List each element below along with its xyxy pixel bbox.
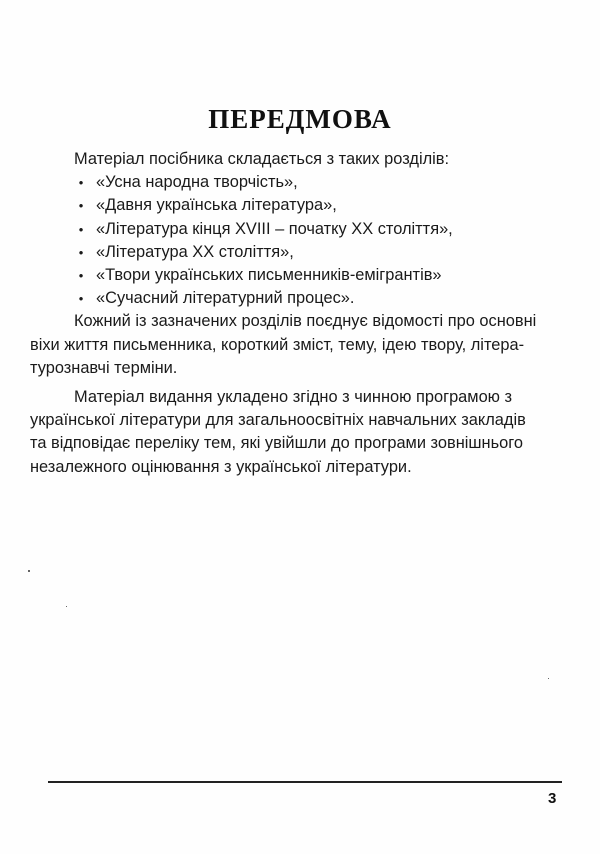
bullet-icon: • [78, 244, 84, 260]
paragraph-line: Матеріал видання укладено згідно з чинною програмою з [74, 388, 513, 407]
list-item-label: «Сучасний літературний процес». [96, 289, 355, 308]
paragraph-program-compliance [30, 386, 564, 479]
list-item [74, 241, 564, 264]
paragraph-line: турознавчі терміни. [30, 358, 178, 377]
preface-body [30, 148, 564, 479]
paragraph-line: віхи життя письменника, короткий зміст, тему, ідею твору, літера- [30, 335, 525, 354]
page-title: ПЕРЕДМОВА [208, 104, 392, 134]
scan-speck [66, 606, 67, 607]
sections-list [74, 171, 564, 310]
list-item-label: «Література XX століття», [96, 242, 294, 261]
list-item [74, 287, 564, 310]
page-number: 3 [548, 790, 557, 807]
bullet-icon: • [78, 268, 84, 284]
list-item [74, 264, 564, 287]
list-item-label: «Література кінця XVIII – початку XX століття», [96, 219, 453, 238]
bullet-icon: • [78, 175, 84, 191]
bullet-icon: • [78, 198, 84, 214]
footer-divider [48, 781, 562, 783]
scan-speck [548, 678, 549, 679]
paragraph-sections-description [30, 310, 564, 380]
paragraph-line: та відповідає переліку тем, які увійшли до програми зовнішнього [30, 434, 523, 453]
list-item [74, 194, 564, 217]
list-item [74, 218, 564, 241]
paragraph-line: незалежного оцінювання з української літератури. [30, 457, 412, 476]
bullet-icon: • [78, 221, 84, 237]
list-item [74, 171, 564, 194]
paragraph-line: української літератури для загальноосвітніх навчальних закладів [30, 411, 526, 430]
bullet-icon: • [78, 291, 84, 307]
list-item-label: «Твори українських письменників-емігрантів» [96, 266, 442, 285]
list-item-label: «Усна народна творчість», [96, 173, 298, 192]
scan-speck [28, 570, 30, 572]
paragraph-line: Кожний із зазначених розділів поєднує відомості про основні [74, 312, 537, 331]
list-item-label: «Давня українська література», [96, 196, 337, 215]
intro-line: Матеріал посібника складається з таких розділів: [74, 150, 450, 168]
